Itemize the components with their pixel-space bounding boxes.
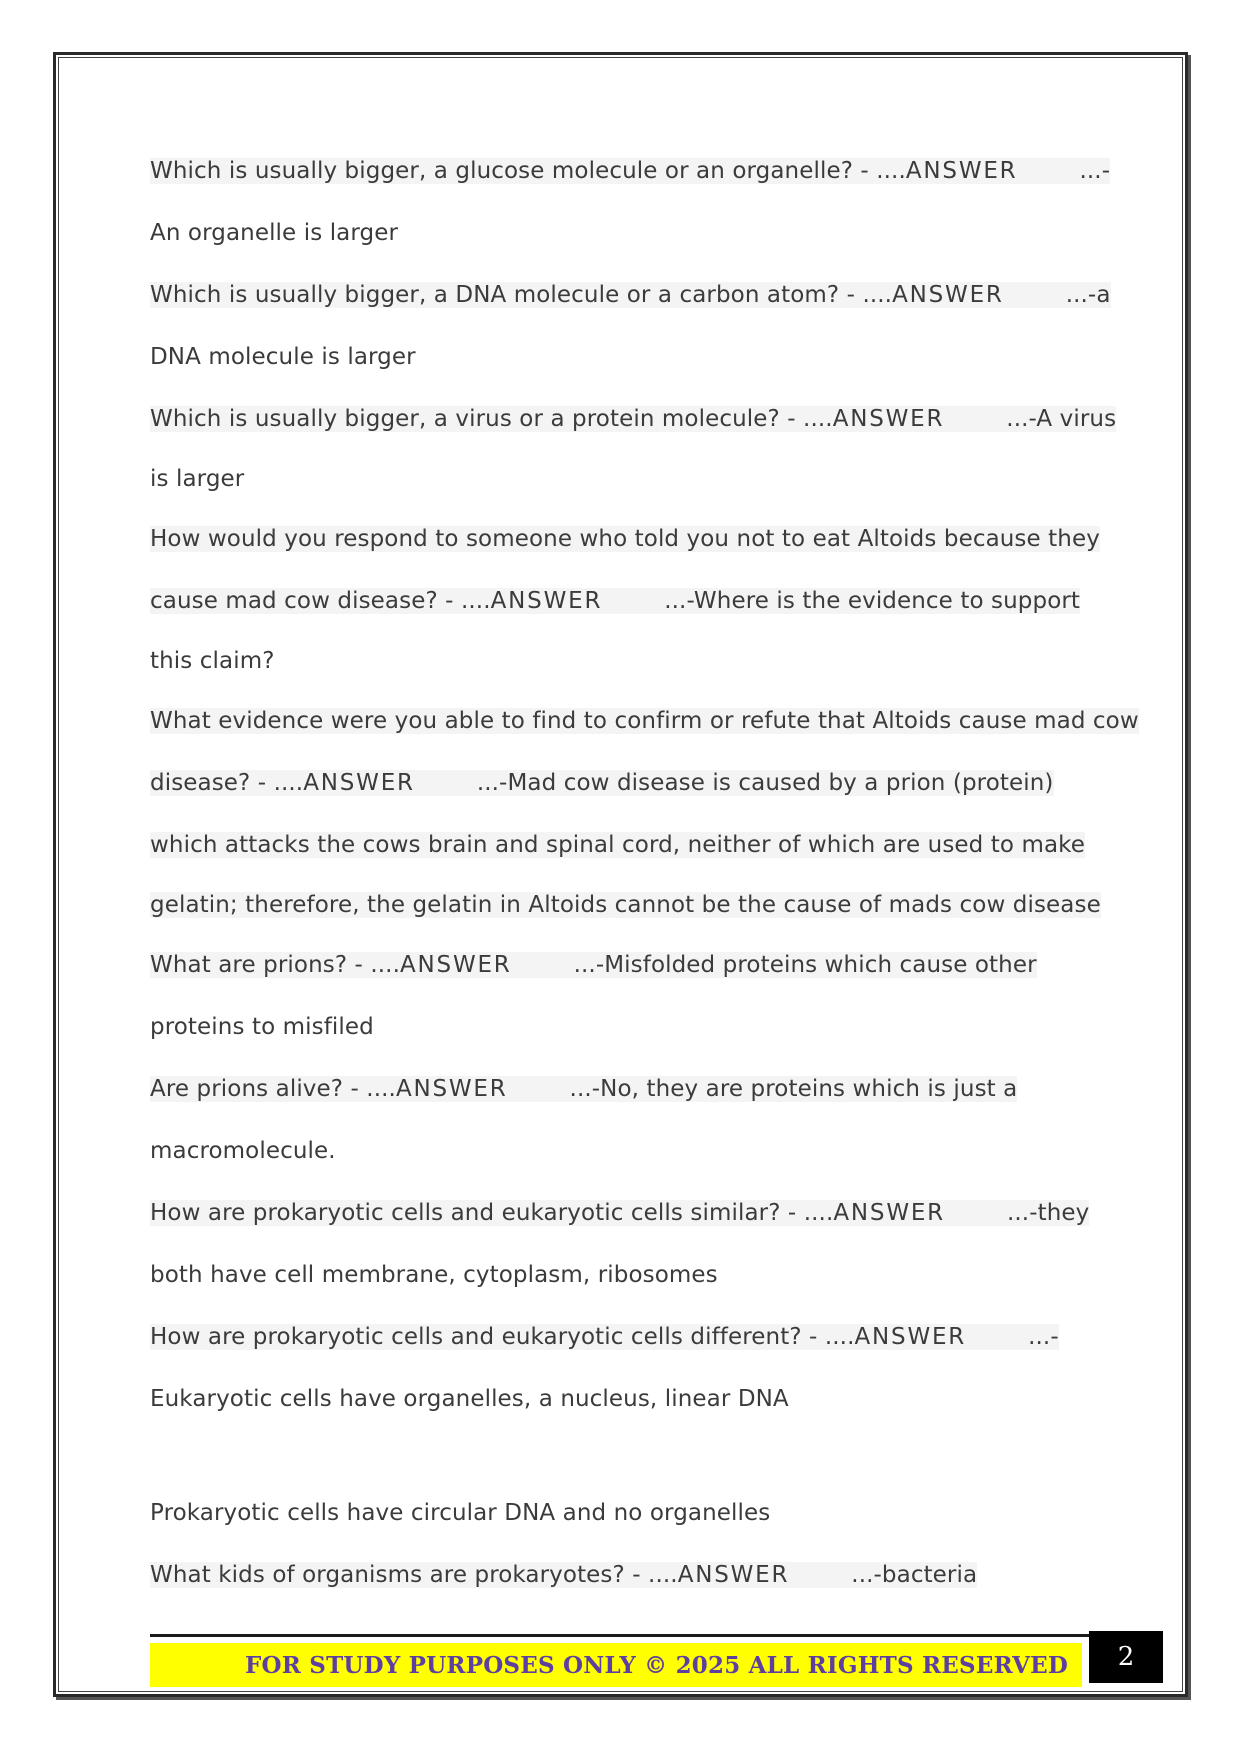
answer-text: An organelle is larger (150, 220, 399, 246)
answer-text: Eukaryotic cells have organelles, a nucleus, linear DNA (150, 1386, 789, 1412)
answer-marker: ANSWER (677, 1562, 790, 1588)
question-text: What evidence were you able to find to confirm or refute that Altoids cause mad cow (150, 708, 1139, 734)
question-line (150, 690, 1139, 752)
qa-line (150, 1182, 1090, 1244)
answer-line (150, 814, 1090, 876)
qa-line (150, 934, 1090, 996)
page-number-box (1089, 1631, 1163, 1683)
answer-text: ...-No, they are proteins which is just a (569, 1076, 1018, 1102)
answer-line (150, 1368, 1090, 1430)
answer-line (150, 632, 1090, 690)
qa-line (150, 140, 1111, 202)
footer-banner (150, 1643, 1082, 1687)
qa-line (150, 388, 1117, 450)
answer-marker: ANSWER (490, 588, 603, 614)
answer-marker: ANSWER (905, 158, 1018, 184)
answer-text: ...-A virus (1006, 406, 1117, 432)
qa-line (150, 1058, 1090, 1120)
qa-line (150, 264, 1111, 326)
answer-text: ...-Where is the evidence to support (664, 588, 1081, 614)
question-text: How are prokaryotic cells and eukaryotic cells different? - .... (150, 1324, 855, 1350)
answer-line (150, 1244, 1090, 1306)
footer-divider (150, 1634, 1095, 1637)
question-text: Which is usually bigger, a DNA molecule or a carbon atom? - .... (150, 282, 893, 308)
answer-line (150, 450, 1090, 508)
answer-text: Prokaryotic cells have circular DNA and no organelles (150, 1500, 771, 1526)
answer-text: ...- (1028, 1324, 1059, 1350)
answer-marker: ANSWER (400, 952, 512, 978)
question-text: disease? - .... (150, 770, 304, 796)
question-text: How would you respond to someone who told you not to eat Altoids because they (150, 526, 1100, 552)
answer-line (150, 1120, 1090, 1182)
answer-line (150, 996, 1090, 1058)
answer-text: is larger (150, 466, 245, 492)
answer-text: both have cell membrane, cytoplasm, ribosomes (150, 1262, 718, 1288)
answer-text: ...-bacteria (851, 1562, 978, 1588)
answer-line (150, 202, 1090, 264)
answer-text: this claim? (150, 648, 275, 674)
answer-marker: ANSWER (395, 1076, 508, 1102)
answer-line (150, 1482, 1090, 1544)
question-text: What are prions? - .... (150, 952, 400, 978)
question-line (150, 508, 1100, 570)
question-text: How are prokaryotic cells and eukaryotic cells similar? - .... (150, 1200, 834, 1226)
answer-text: ...-they (1006, 1200, 1090, 1226)
answer-marker: ANSWER (833, 1200, 945, 1226)
page-number: 2 (1117, 1642, 1135, 1672)
answer-text: ...-Mad cow disease is caused by a prion (protein) (476, 770, 1054, 796)
qa-line (150, 1544, 1090, 1606)
qa-line (150, 570, 1090, 632)
answer-text: proteins to misfiled (150, 1014, 374, 1040)
answer-text: gelatin; therefore, the gelatin in Altoids cannot be the cause of mads cow disease (150, 892, 1101, 918)
question-text: What kids of organisms are prokaryotes? - .... (150, 1562, 678, 1588)
answer-text: ...-a (1065, 282, 1111, 308)
qa-line (150, 1306, 1090, 1368)
question-text: Which is usually bigger, a virus or a protein molecule? - .... (150, 406, 833, 432)
answer-text: macromolecule. (150, 1138, 336, 1164)
answer-line (150, 326, 1090, 388)
answer-line (150, 876, 1101, 934)
answer-marker: ANSWER (854, 1324, 967, 1350)
question-text: cause mad cow disease? - .... (150, 588, 491, 614)
document-body (150, 140, 1139, 1606)
question-text: Are prions alive? - .... (150, 1076, 396, 1102)
answer-text: ...-Misfolded proteins which cause other (573, 952, 1037, 978)
question-text: Which is usually bigger, a glucose molecule or an organelle? - .... (150, 158, 906, 184)
answer-marker: ANSWER (303, 770, 415, 796)
answer-marker: ANSWER (832, 406, 945, 432)
qa-line (150, 752, 1090, 814)
answer-text: ...- (1079, 158, 1111, 184)
answer-text: which attacks the cows brain and spinal cord, neither of which are used to make (150, 832, 1086, 858)
footer-notice: FOR STUDY PURPOSES ONLY © 2025 ALL RIGHTS RESERVED (245, 1651, 1068, 1679)
answer-text: DNA molecule is larger (150, 344, 416, 370)
answer-marker: ANSWER (892, 282, 1004, 308)
